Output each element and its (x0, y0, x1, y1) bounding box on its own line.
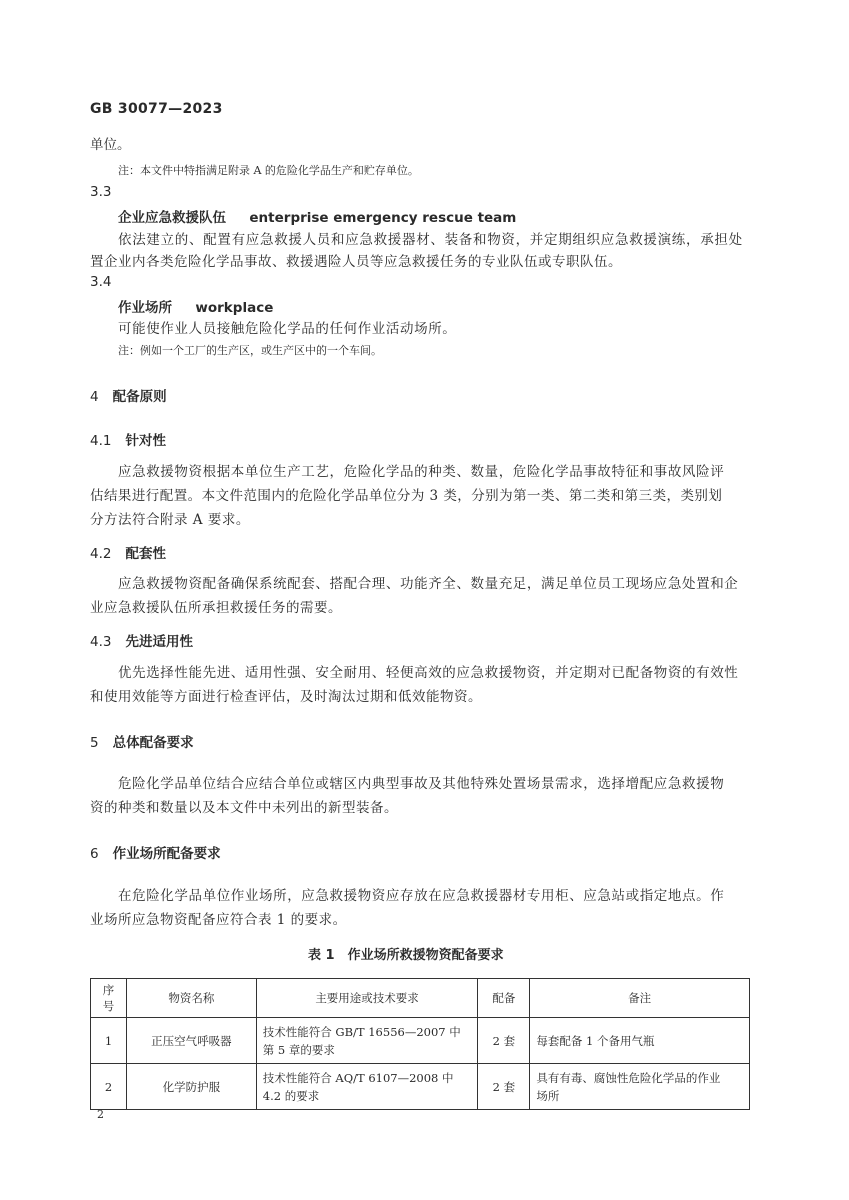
cell-no: 1 (91, 1018, 127, 1064)
cell-name: 正压空气呼吸器 (126, 1018, 256, 1064)
table-header-cell: 物资名称 (126, 979, 256, 1018)
section-title: 针对性 (125, 433, 166, 449)
cell-line: 具有有毒、腐蚀性危险化学品的作业 (536, 1070, 721, 1085)
page-number: 2 (97, 1108, 104, 1121)
paragraph-line: 危险化学品单位结合应结合单位或辖区内典型事故及其他特殊处置场景需求，选择增配应急救援物 (118, 776, 725, 792)
table-header-cell: 主要用途或技术要求 (256, 979, 478, 1018)
term-heading (118, 296, 273, 316)
section-number: 5 (90, 735, 99, 751)
cell-line: 技术性能符合 GB/T 16556—2007 中 (262, 1024, 461, 1039)
section-heading (90, 731, 194, 751)
paragraph-line: 在危险化学品单位作业场所，应急救援物资应存放在应急救援器材专用柜、应急站或指定地点。作 (118, 888, 725, 904)
section-heading (90, 630, 193, 650)
section-heading (90, 842, 221, 862)
term-heading (118, 206, 516, 226)
section-title: 配备原则 (112, 389, 167, 405)
cell-line: 每套配备 1 个备用气瓶 (536, 1033, 655, 1048)
section-title: 总体配备要求 (112, 735, 194, 751)
term-en: workplace (195, 300, 274, 316)
standard-header: GB 30077—2023 (90, 101, 223, 117)
term-cn: 作业场所 (118, 300, 172, 316)
section-number: 6 (90, 846, 99, 862)
cell-qty: 2 套 (478, 1018, 530, 1064)
section-title: 配套性 (125, 546, 166, 562)
note-text: 注：例如一个工厂的生产区，或生产区中的一个车间。 (118, 344, 382, 357)
term-number: 3.3 (90, 184, 112, 200)
table-row (91, 1018, 750, 1064)
cell-qty: 2 套 (478, 1064, 530, 1110)
definition-line: 置企业内各类危险化学品事故、救援遇险人员等应急救援任务的专业队伍或专职队伍。 (90, 254, 622, 270)
paragraph-line: 分方法符合附录 A 要求。 (90, 512, 250, 528)
paragraph-line: 资的种类和数量以及本文件中未列出的新型装备。 (90, 800, 398, 816)
cell-no: 2 (91, 1064, 127, 1110)
table-header-cell: 备注 (530, 979, 750, 1018)
cell-line: 技术性能符合 AQ/T 6107—2008 中 (262, 1070, 454, 1085)
paragraph-line: 业场所应急物资配备应符合表 1 的要求。 (90, 912, 347, 928)
term-number: 3.4 (90, 274, 112, 290)
cell-line: 第 5 章的要求 (262, 1042, 335, 1057)
paragraph-line: 应急救援物资配备确保系统配套、搭配合理、功能齐全、数量充足，满足单位员工现场应急处置和企 (118, 576, 739, 592)
table-row (91, 1064, 750, 1110)
table-header-row (91, 979, 750, 1018)
cell-remark (530, 1018, 750, 1064)
table-caption: 表 1 作业场所救援物资配备要求 (308, 948, 504, 963)
paragraph-line: 应急救援物资根据本单位生产工艺，危险化学品的种类、数量，危险化学品事故特征和事故风险评 (118, 464, 725, 480)
term-cn: 企业应急救援队伍 (118, 210, 226, 226)
section-number: 4.1 (90, 433, 112, 449)
cell-line: 场所 (536, 1088, 560, 1103)
table-header-cell: 配备 (478, 979, 530, 1018)
cell-remark (530, 1064, 750, 1110)
cell-requirement (256, 1064, 478, 1110)
term-en: enterprise emergency rescue team (249, 210, 517, 226)
section-number: 4.3 (90, 634, 112, 650)
table-header-cell: 序号 (91, 979, 127, 1018)
paragraph-line: 和使用效能等方面进行检查评估，及时淘汰过期和低效能物资。 (90, 689, 482, 705)
paragraph-line: 优先选择性能先进、适用性强、安全耐用、轻便高效的应急救援物资，并定期对已配备物资的有效性 (118, 665, 739, 681)
paragraph-text: 单位。 (90, 137, 131, 153)
section-title: 先进适用性 (125, 634, 193, 650)
section-heading (90, 542, 166, 562)
section-heading (90, 385, 167, 405)
cell-requirement (256, 1018, 478, 1064)
cell-line: 4.2 的要求 (262, 1088, 320, 1103)
definition-line: 可能使作业人员接触危险化学品的任何作业活动场所。 (118, 321, 457, 337)
section-number: 4.2 (90, 546, 112, 562)
section-number: 4 (90, 389, 99, 405)
section-heading (90, 429, 166, 449)
requirements-table (90, 978, 750, 1110)
definition-line: 依法建立的、配置有应急救援人员和应急救援器材、装备和物资，并定期组织应急救援演练，承担处 (118, 232, 743, 248)
cell-name: 化学防护服 (126, 1064, 256, 1110)
note-text: 注：本文件中特指满足附录 A 的危险化学品生产和贮存单位。 (118, 164, 419, 177)
paragraph-line: 估结果进行配置。本文件范围内的危险化学品单位分为 3 类，分别为第一类、第二类和第三类，类别划 (90, 488, 723, 504)
paragraph-line: 业应急救援队伍所承担救援任务的需要。 (90, 600, 342, 616)
section-title: 作业场所配备要求 (112, 846, 221, 862)
